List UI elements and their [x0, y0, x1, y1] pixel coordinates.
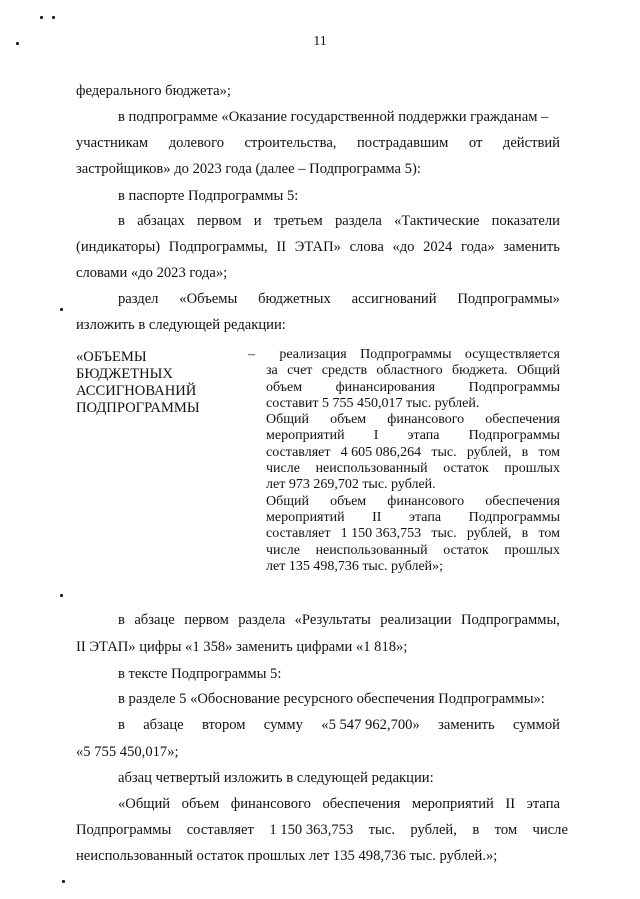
text-line-justified [76, 238, 560, 256]
scan-artifact [40, 16, 43, 19]
word: Подпрограммы [76, 822, 172, 838]
word: этапа [409, 509, 442, 525]
text-line: федерального бюджета»; [76, 83, 231, 99]
text-line: изложить в следующей редакции: [76, 317, 286, 333]
passport-line [248, 428, 560, 444]
word: Подпрограммы [468, 428, 560, 444]
word: реализации [380, 612, 452, 628]
text-line-justified [118, 212, 560, 230]
text-line-justified [76, 821, 568, 839]
word: рублей, [466, 444, 512, 460]
word: том [538, 444, 560, 460]
word: 4 605 086,264 [340, 444, 422, 460]
word: обеспечения [485, 412, 560, 428]
word: реализация [279, 347, 347, 362]
text-line-justified [118, 611, 560, 629]
text-line-justified [118, 795, 560, 813]
text-line: абзац четвертый изложить в следующей редакции: [118, 770, 434, 786]
word: неиспользованный [315, 461, 428, 477]
word: первом [184, 612, 229, 628]
word: том [494, 822, 518, 838]
passport-dash: – [248, 347, 255, 362]
word: Подпрограммы, [461, 612, 560, 628]
scan-artifact [62, 880, 65, 883]
word: II [372, 509, 382, 525]
word: прошлых [504, 461, 560, 477]
text-line: неиспользованный остаток прошлых лет 135 498,736 тыс. рублей.»; [76, 848, 498, 864]
word: мероприятий [411, 796, 494, 812]
word: заменить [503, 239, 560, 255]
word: «до [392, 239, 415, 255]
word: II [505, 796, 516, 812]
passport-line [248, 380, 560, 396]
word: Подпрограммы [360, 347, 452, 362]
word: абзацах [137, 213, 185, 229]
word: и [253, 213, 262, 229]
word: действий [502, 135, 560, 151]
word: долевого [168, 135, 224, 151]
word: третьем [273, 213, 323, 229]
word: объем [330, 493, 367, 509]
word: абзаце [134, 612, 175, 628]
passport-line [248, 559, 560, 575]
text-line: в тексте Подпрограммы 5: [118, 666, 282, 682]
word: Общий [517, 363, 560, 379]
word: первом [196, 213, 242, 229]
word: обеспечения [485, 493, 560, 509]
word: счет [287, 363, 313, 379]
scan-artifact [60, 308, 63, 311]
word: II [276, 239, 287, 255]
word: том [538, 526, 560, 542]
word: в [521, 526, 529, 542]
word: Подпрограммы, [168, 239, 268, 255]
passport-line [248, 494, 560, 510]
word: «Тактические [394, 213, 480, 229]
word: Подпрограммы» [457, 291, 560, 307]
word: бюджетных [258, 291, 331, 307]
text-line: в разделе 5 «Обоснование ресурсного обеспечения Подпрограммы»: [118, 691, 545, 707]
word: пострадавшим [356, 135, 449, 151]
scan-artifact [60, 594, 63, 597]
word: прошлых [504, 542, 560, 558]
word: объем [181, 796, 220, 812]
word: остаток [443, 461, 489, 477]
passport-total: составит 5 755 450,017 тыс. рублей. [266, 395, 480, 411]
text-line: в подпрограмме «Оказание государственной поддержки гражданам – [118, 109, 549, 125]
word: составляет [266, 444, 331, 460]
word: раздел [118, 291, 159, 307]
word: года» [460, 239, 495, 255]
word: тыс. [431, 444, 457, 460]
word: суммой [512, 717, 560, 733]
text-line-justified [76, 134, 560, 152]
text-line: «5 755 450,017»; [76, 744, 179, 760]
word: средств [321, 363, 368, 379]
word: финансирования [335, 379, 436, 395]
word: за [266, 363, 278, 379]
passport-remainder: лет 135 498,736 тыс. рублей»; [266, 558, 444, 574]
word: числе [266, 542, 300, 558]
word: Общий [266, 412, 309, 428]
word: остаток [443, 542, 489, 558]
word: I [373, 428, 379, 444]
passport-line [248, 412, 560, 428]
passport-content [248, 347, 560, 575]
passport-line [248, 461, 560, 477]
word: финансового [387, 493, 465, 509]
word: бюджета. [451, 363, 508, 379]
word: ЭТАП» [294, 239, 341, 255]
word: тыс. [368, 822, 395, 838]
word: раздела [334, 213, 382, 229]
text-line: II ЭТАП» цифры «1 358» заменить цифрами «1 818»; [76, 639, 408, 655]
passport-line [248, 543, 560, 559]
word: (индикаторы) [76, 239, 161, 255]
word: тыс. [431, 526, 457, 542]
passport-heading-line: «ОБЪЕМЫ [76, 349, 147, 365]
word: втором [201, 717, 246, 733]
word: 2024 [423, 239, 453, 255]
word: слова [349, 239, 384, 255]
text-line: застройщиков» до 2023 года (далее – Подпрограмма 5): [76, 161, 421, 177]
word: числе [266, 461, 300, 477]
text-line: в паспорте Подпрограммы 5: [118, 188, 299, 204]
word: этапа [407, 428, 440, 444]
passport-heading-line: ПОДПРОГРАММЫ [76, 400, 200, 416]
word: этапа [526, 796, 560, 812]
passport-line [248, 526, 560, 542]
word: объем [266, 379, 303, 395]
word: рублей, [466, 526, 512, 542]
word: Общий [266, 493, 309, 509]
word: объем [330, 412, 367, 428]
word: осуществляется [464, 347, 560, 362]
word: обеспечения [322, 796, 401, 812]
word: абзаце [143, 717, 184, 733]
word: заменить [438, 717, 495, 733]
word: 1 150 363,753 [340, 526, 422, 542]
word: Подпрограммы [468, 509, 560, 525]
word: показатели [491, 213, 560, 229]
word: неиспользованный [315, 542, 428, 558]
word: составляет [266, 526, 331, 542]
word: мероприятий [266, 428, 345, 444]
text-line: словами «до 2023 года»; [76, 265, 228, 281]
passport-heading [76, 349, 200, 417]
word: в [118, 213, 125, 229]
word: сумму [263, 717, 303, 733]
word: 1 150 363,753 [269, 822, 354, 838]
word: областного [376, 363, 443, 379]
word: составляет [186, 822, 254, 838]
passport-line [248, 477, 560, 493]
word: в [521, 444, 529, 460]
word: от [468, 135, 483, 151]
scan-artifact [52, 16, 55, 19]
word: рублей, [410, 822, 457, 838]
word: мероприятий [266, 509, 345, 525]
passport-remainder: лет 973 269,702 тыс. рублей. [266, 477, 436, 493]
word: в [118, 717, 125, 733]
word: «Общий [118, 796, 171, 812]
text-line-justified [118, 716, 560, 734]
passport-line [248, 510, 560, 526]
passport-line [248, 445, 560, 461]
word: в [472, 822, 480, 838]
passport-line [248, 396, 560, 412]
passport-heading-line: АССИГНОВАНИЙ [76, 383, 197, 399]
word: раздела [238, 612, 286, 628]
word: «Объемы [179, 291, 238, 307]
word: в [118, 612, 125, 628]
word: финансового [387, 412, 465, 428]
word: числе [532, 822, 568, 838]
passport-heading-line: БЮДЖЕТНЫХ [76, 366, 173, 382]
word: участникам [76, 135, 149, 151]
word: Подпрограммы [468, 379, 560, 395]
passport-line [248, 347, 560, 363]
passport-line [248, 363, 560, 379]
word: «Результаты [294, 612, 371, 628]
word: финансового [230, 796, 311, 812]
word: строительства, [244, 135, 337, 151]
word: ассигнований [351, 291, 437, 307]
page-number: 11 [313, 34, 327, 49]
word: «5 547 962,700» [321, 717, 420, 733]
text-line-justified [118, 290, 560, 308]
